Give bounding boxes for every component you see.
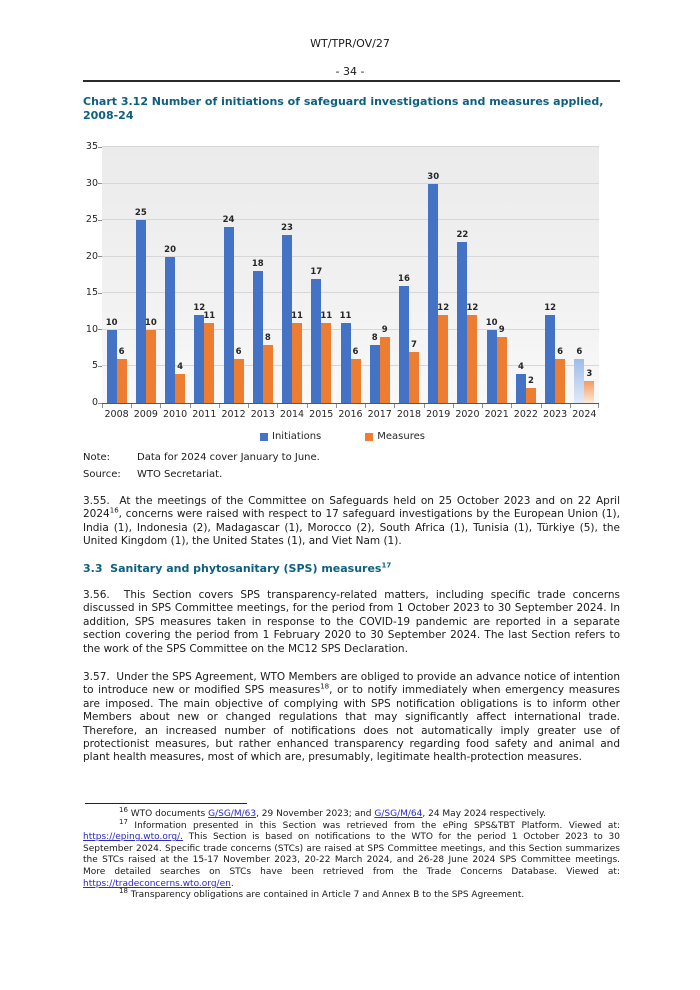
bar-value-label: 9 (498, 325, 505, 336)
gridline (102, 292, 599, 293)
page-number: - 34 - (335, 65, 365, 78)
bar-initiations (194, 315, 204, 403)
footnote-separator (85, 803, 247, 804)
note-text: Data for 2024 cover January to June. (137, 452, 320, 463)
x-axis-label: 2011 (192, 409, 217, 420)
bar-value-label: 3 (586, 369, 593, 380)
x-axis-label: 2015 (309, 409, 334, 420)
y-axis-label: 15 (85, 287, 98, 299)
x-axis-tick (598, 404, 599, 408)
bar-measures (526, 388, 536, 403)
hyperlink[interactable]: G/SG/M/64 (374, 809, 423, 819)
bar-value-label: 7 (411, 339, 417, 350)
legend-label-initiations: Initiations (272, 431, 322, 442)
x-axis-tick (307, 404, 308, 408)
x-axis-tick (570, 404, 571, 408)
x-axis-label: 2012 (221, 409, 246, 420)
x-axis-label: 2024 (572, 409, 597, 420)
chart-title-line1: Chart 3.12 Number of initiations of safeguard investigations and measures applied, (83, 95, 604, 108)
bar-value-label: 23 (281, 222, 293, 233)
bar-value-label: 4 (177, 361, 184, 372)
y-axis-tick (98, 220, 102, 221)
hyperlink[interactable]: https://eping.wto.org/. (83, 832, 184, 843)
x-axis-label: 2013 (250, 409, 275, 420)
x-axis-label: 2008 (104, 409, 129, 420)
x-axis-tick (482, 404, 483, 408)
chart-source (83, 469, 620, 480)
bar-value-label: 20 (164, 244, 176, 255)
document-reference: WT/TPR/OV/27 (310, 37, 390, 50)
bar-measures (234, 359, 244, 403)
bar-measures (292, 323, 302, 403)
chart-title-line2: 2008-24 (83, 109, 134, 122)
x-axis-tick (336, 404, 337, 408)
bar-measures (263, 345, 273, 404)
bar-measures (584, 381, 594, 403)
x-axis-label: 2022 (513, 409, 538, 420)
x-axis-tick (277, 404, 278, 408)
bar-value-label: 12 (544, 303, 557, 314)
x-axis-label: 2019 (426, 409, 451, 420)
bar-value-label: 18 (251, 259, 264, 270)
bar-value-label: 6 (576, 347, 583, 358)
bar-initiations (428, 184, 438, 403)
x-axis-label: 2016 (338, 409, 363, 420)
bar-value-label: 25 (134, 208, 147, 219)
gridline (102, 256, 599, 257)
x-axis-label: 2010 (162, 409, 188, 420)
y-axis-tick (98, 256, 102, 257)
x-axis-label: 2023 (543, 409, 568, 420)
bar-measures (117, 359, 127, 403)
bar-value-label: 4 (517, 361, 524, 372)
paragraph-3-55: 3.55. At the meetings of the Committee on Safeguards held on 25 October 2023 and on 22 April 2024$^{16}$, concerns were raised with respect to 17 safeguard investigations by the European Union (1), India (1), Indonesia (2), Madagascar (1), Morocco (2), South Africa (1), Tunisia (1), Türkiye (5), the United Kingdom (1), the United States (1), and Viet Nam (1). (83, 495, 620, 548)
y-axis-tick (98, 366, 102, 367)
y-axis-label: 5 (91, 360, 98, 372)
legend-swatch-initiations (260, 433, 268, 441)
bar-measures (380, 337, 390, 403)
source-text: WTO Secretariat. (137, 469, 223, 480)
footnote-reference: 17 (119, 817, 128, 826)
bar-initiations (487, 330, 497, 403)
gridline (102, 329, 599, 330)
bar-value-label: 2 (527, 376, 534, 387)
bar-measures (321, 323, 331, 403)
bar-initiations (574, 359, 584, 403)
bar-value-label: 6 (118, 347, 125, 358)
footnote-reference: 16 (109, 506, 119, 515)
footnote-reference: 18 (320, 682, 330, 691)
y-axis-tick (98, 293, 102, 294)
x-axis-tick (160, 404, 161, 408)
bar-value-label: 8 (264, 332, 271, 343)
bar-measures (497, 337, 507, 403)
footnotes (83, 806, 620, 902)
bar-value-label: 11 (291, 310, 303, 321)
bar-initiations (165, 257, 175, 403)
gridline (102, 146, 599, 147)
legend-swatch-measures (365, 433, 373, 441)
y-axis-label: 35 (85, 141, 98, 152)
legend-item-initiations (260, 431, 321, 442)
bar-value-label: 12 (466, 303, 479, 314)
bar-chart (80, 139, 605, 444)
chart-plot (102, 147, 599, 404)
bar-measures (409, 352, 419, 403)
bar-value-label: 16 (398, 273, 410, 284)
x-axis-label: 2009 (133, 409, 158, 420)
bar-measures (175, 374, 185, 403)
bar-measures (351, 359, 361, 403)
gridline (102, 183, 599, 184)
x-axis-label: 2018 (396, 409, 422, 420)
y-axis-label: 0 (91, 397, 98, 408)
x-axis-tick (190, 404, 191, 408)
x-axis-tick (102, 404, 103, 408)
bar-value-label: 17 (310, 266, 323, 277)
bar-value-label: 11 (203, 310, 216, 321)
paragraph-3-57: 3.57. Under the SPS Agreement, WTO Members are obliged to provide an advance notice of intention to introduce new or modified SPS measures$^{18}$, or to notify immediately when emergency measures are imposed. The main objective of complying with SPS notification obligations is to inform other Members about new or changed regulations that may significantly affect international trade. Therefore, an increased number of notifications does not automatically imply greater use of protectionist measures, but rather enhanced transparency regarding food safety and animal and plant health measures, most of which are, presumably, legitimate health-protection measures. (83, 671, 620, 764)
hyperlink[interactable]: https://tradeconcerns.wto.org/en (83, 878, 231, 889)
bar-value-label: 10 (105, 317, 118, 328)
bar-value-label: 6 (557, 347, 564, 358)
source-label: Source: (83, 469, 121, 480)
footnote-17: $^{17}$ Information presented in this Section was retrieved from the ePing SPS&TBT Platform. Viewed at: https://eping.wto.org/. This Section is based on notifications to the WTO for the period 1 October 2023 to 30 September 2024. Specific trade concerns (STCs) are raised at SPS Committee meetings, and this Section summarizes the STCs raised at the 15-17 November 2023, 20-22 March 2024, and 26-28 June 2024 SPS Committee meetings. More detailed searches on STCs have been retrieved from the Trade Concerns Database. Viewed at: https://tradeconcerns.wto.org/en. (83, 817, 620, 889)
footnote-18: $^{18}$ Transparency obligations are contained in Article 7 and Annex B to the SPS Agreement. (119, 887, 525, 901)
y-axis-tick (98, 147, 102, 148)
x-axis-tick (131, 404, 132, 408)
bar-value-label: 8 (371, 332, 378, 343)
chart-title (83, 95, 620, 123)
legend-label-measures: Measures (377, 431, 425, 442)
bar-value-label: 11 (320, 310, 333, 321)
bar-initiations (311, 279, 321, 403)
footnote-reference: 16 (119, 806, 128, 814)
hyperlink[interactable]: G/SG/M/63 (208, 809, 257, 819)
y-axis-label: 20 (85, 250, 98, 262)
section-heading-3-3: 3.3 Sanitary and phytosanitary (SPS) measures$^{17}$ (83, 561, 392, 575)
y-axis-label: 30 (85, 177, 98, 189)
bar-initiations (107, 330, 117, 403)
header-divider (83, 80, 620, 82)
x-axis-tick (424, 404, 425, 408)
x-axis-tick (541, 404, 542, 408)
x-axis-tick (365, 404, 366, 408)
bar-value-label: 6 (352, 347, 359, 358)
bar-initiations (136, 220, 146, 403)
bar-measures (555, 359, 565, 403)
x-axis-tick (219, 404, 220, 408)
bar-measures (204, 323, 214, 403)
bar-value-label: 9 (381, 325, 388, 336)
footnote-reference: 18 (119, 887, 128, 896)
bar-value-label: 12 (193, 303, 206, 314)
bar-measures (467, 315, 477, 403)
footnote-reference: 17 (381, 561, 392, 570)
x-axis-label: 2020 (455, 409, 480, 420)
bar-value-label: 10 (144, 317, 157, 328)
y-axis-tick (98, 329, 102, 330)
x-axis-tick (511, 404, 512, 408)
bar-value-label: 6 (235, 347, 242, 358)
bar-value-label: 11 (339, 310, 352, 321)
x-axis-label: 2014 (279, 409, 305, 420)
footnote-16: $^{16}$ WTO documents G/SG/M/63, 29 November 2023; and G/SG/M/64, 24 May 2024 respectively. (119, 806, 546, 819)
bar-initiations (341, 323, 351, 403)
bar-value-label: 10 (485, 317, 498, 328)
x-axis-label: 2017 (367, 409, 392, 420)
y-axis-tick (98, 183, 102, 184)
bar-initiations (370, 345, 380, 404)
chart-note (83, 452, 620, 463)
y-axis-label: 25 (85, 214, 98, 226)
x-axis-tick (248, 404, 249, 408)
bar-measures (438, 315, 448, 403)
bar-value-label: 12 (437, 303, 450, 314)
chart-x-axis (102, 409, 599, 422)
gridline (102, 219, 599, 220)
chart-legend (80, 431, 605, 442)
bar-initiations (224, 227, 234, 403)
bar-measures (146, 330, 156, 403)
paragraph-3-56: 3.56. This Section covers SPS transparency-related matters, including specific trade concerns discussed in SPS Committee meetings, for the period from 1 October 2023 to 30 September 2024. In addition, SPS measures taken in response to the COVID-19 pandemic are reported in a separate section covering the period from 1 February 2020 to 30 September 2024. The last Section refers to the work of the SPS Committee on the MC12 SPS Declaration. (83, 589, 620, 655)
bar-value-label: 30 (427, 171, 440, 182)
bar-initiations (457, 242, 467, 403)
bar-value-label: 24 (222, 215, 235, 226)
bar-initiations (545, 315, 555, 403)
x-axis-tick (453, 404, 454, 408)
note-label: Note: (83, 452, 111, 463)
x-axis-tick (394, 404, 395, 408)
y-axis-label: 10 (85, 323, 98, 335)
x-axis-label: 2021 (484, 409, 509, 420)
legend-item-measures (365, 431, 425, 442)
bar-value-label: 22 (456, 230, 469, 241)
